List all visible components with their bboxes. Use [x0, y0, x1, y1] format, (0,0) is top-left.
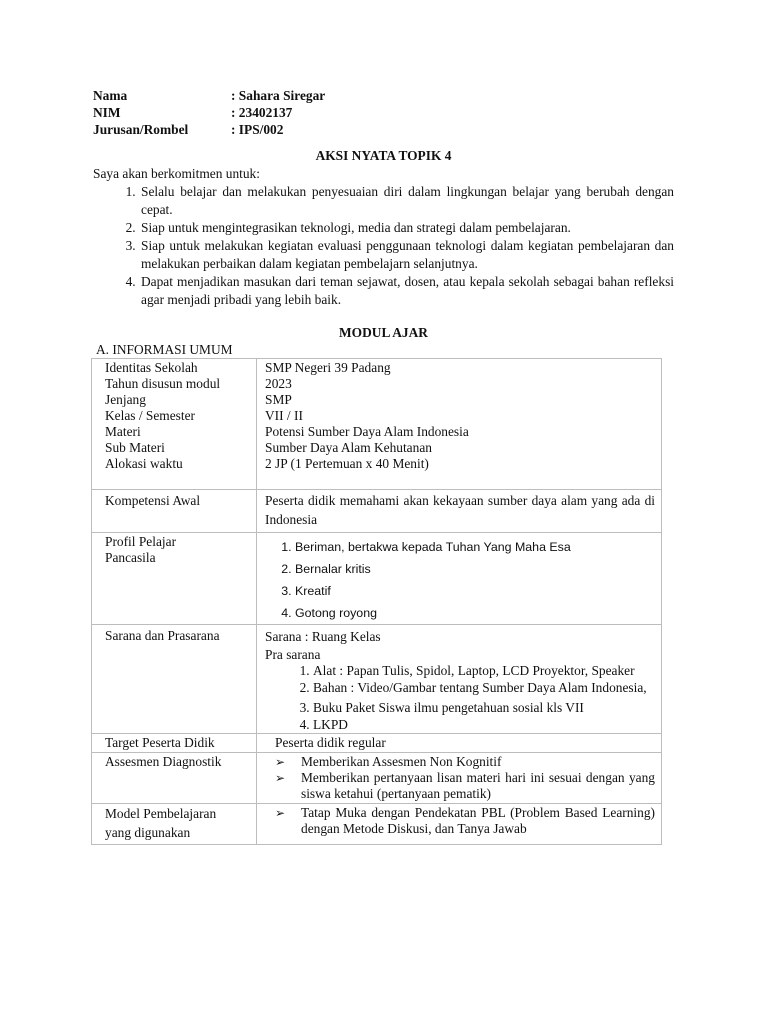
label-cell: Tahun disusun modul — [105, 375, 221, 391]
arrow-bullet-icon: ➢ — [275, 805, 286, 820]
table-row — [92, 752, 662, 803]
identity-label: Jurusan/Rombel — [93, 122, 189, 137]
asesmen-list — [265, 754, 655, 802]
list-item-text: Tatap Muka dengan Pendekatan PBL (Problem Based Learning) dengan Metode Diskusi, dan Tanya Jawab — [301, 804, 655, 836]
value-cell: SMP — [265, 391, 292, 407]
identity-value: : Sahara Siregar — [231, 88, 326, 103]
arrow-bullet-icon: ➢ — [275, 754, 286, 769]
list-item: 1. Beriman, bertakwa kepada Tuhan Yang Maha Esa — [295, 536, 655, 558]
commitment-list — [93, 183, 674, 309]
commitment-intro: Saya akan berkomitmen untuk: — [93, 166, 260, 181]
modul-ajar-title: MODUL AJAR — [339, 324, 428, 340]
identity-row-nim — [93, 104, 674, 121]
table-row — [92, 489, 662, 532]
arrow-bullet-icon: ➢ — [275, 770, 286, 785]
table-row — [92, 803, 662, 844]
profil-list — [265, 536, 655, 624]
label-cell: Materi — [105, 423, 141, 439]
value-cell: VII / II — [265, 407, 303, 423]
general-values — [257, 358, 662, 489]
list-item: 3. Kreatif — [295, 580, 655, 602]
value-cell: Sumber Daya Alam Kehutanan — [265, 439, 432, 455]
list-item: 1. Selalu belajar dan melakukan penyesuaian diri dalam lingkungan belajar yang berubah dengan cepat. — [139, 183, 674, 219]
label-line: Profil Pelajar — [105, 533, 177, 549]
value-cell: Potensi Sumber Daya Alam Indonesia — [265, 423, 469, 439]
value-cell — [257, 803, 662, 844]
value-cell — [257, 624, 662, 733]
prasarana-line: Pra sarana — [265, 646, 321, 662]
label-cell — [92, 803, 257, 844]
identity-row-jurusan — [93, 121, 674, 138]
list-item: 4. Gotong royong — [295, 602, 655, 624]
list-item-text: Memberikan Assesmen Non Kognitif — [301, 753, 502, 769]
label-cell: Jenjang — [105, 391, 146, 407]
label-cell: Sub Materi — [105, 439, 165, 455]
value-cell — [257, 752, 662, 803]
table-row — [92, 624, 662, 733]
value-cell: 2 JP (1 Pertemuan x 40 Menit) — [265, 455, 429, 471]
prasarana-list — [265, 663, 655, 733]
value-cell: Peserta didik memahami akan kekayaan sumber daya alam yang ada di Indonesia — [257, 489, 662, 532]
list-item — [275, 770, 655, 802]
label-cell: Kelas / Semester — [105, 407, 195, 423]
label-cell: Identitas Sekolah — [105, 359, 198, 375]
section-heading: A. INFORMASI UMUM — [96, 341, 233, 357]
list-item: 1. Alat : Papan Tulis, Spidol, Laptop, LCD Proyektor, Speaker — [313, 663, 655, 679]
informasi-umum-table — [91, 358, 662, 845]
list-item — [275, 754, 655, 770]
sarana-line: Sarana : Ruang Kelas — [265, 628, 381, 644]
document-page — [93, 87, 674, 845]
list-item — [275, 805, 655, 837]
general-labels — [92, 358, 257, 489]
list-item: 4. Dapat menjadikan masukan dari teman sejawat, dosen, atau kepala sekolah sebagai bahan refleksi agar menjadi pribadi yang lebih baik. — [139, 273, 674, 309]
list-item: 2. Bernalar kritis — [295, 558, 655, 580]
model-list — [265, 805, 655, 837]
identity-row-nama — [93, 87, 674, 104]
identity-label: Nama — [93, 88, 128, 103]
label-cell: Alokasi waktu — [105, 455, 183, 471]
identity-label: NIM — [93, 105, 121, 120]
list-item: 2. Siap untuk mengintegrasikan teknologi, media dan strategi dalam pembelajaran. — [139, 219, 674, 237]
value-cell: SMP Negeri 39 Padang — [265, 359, 391, 375]
aksi-nyata-title: AKSI NYATA TOPIK 4 — [315, 148, 452, 163]
list-item: 3. Siap untuk melakukan kegiatan evaluasi penggunaan teknologi dalam kegiatan pembelajaran dan melakukan perbaikan dalam kegiatan pembelajarn selanjutnya. — [139, 237, 674, 273]
table-row — [92, 532, 662, 624]
identity-value: : IPS/002 — [231, 122, 284, 137]
table-row — [92, 358, 662, 489]
label-cell: Assesmen Diagnostik — [92, 752, 257, 803]
identity-value: : 23402137 — [231, 105, 293, 120]
label-cell: Target Peserta Didik — [92, 733, 257, 752]
label-cell — [92, 532, 257, 624]
list-item: 2. Bahan : Video/Gambar tentang Sumber Daya Alam Indonesia, — [313, 680, 655, 696]
identity-block — [93, 87, 674, 138]
label-cell: Kompetensi Awal — [92, 489, 257, 532]
value-cell — [257, 532, 662, 624]
value-cell: 2023 — [265, 375, 292, 391]
label-line: Model Pembelajaran — [105, 805, 217, 821]
label-line: yang digunakan — [105, 824, 191, 840]
list-item: 4. LKPD — [313, 717, 655, 733]
list-item-text: Memberikan pertanyaan lisan materi hari ini sesuai dengan yang siswa ketahui (pertanyaan pematik) — [301, 769, 655, 801]
value-cell: Peserta didik regular — [257, 733, 662, 752]
list-item: 3. Buku Paket Siswa ilmu pengetahuan sosial kls VII — [313, 700, 655, 716]
label-line: Pancasila — [105, 549, 156, 565]
label-cell: Sarana dan Prasarana — [92, 624, 257, 733]
table-row — [92, 733, 662, 752]
